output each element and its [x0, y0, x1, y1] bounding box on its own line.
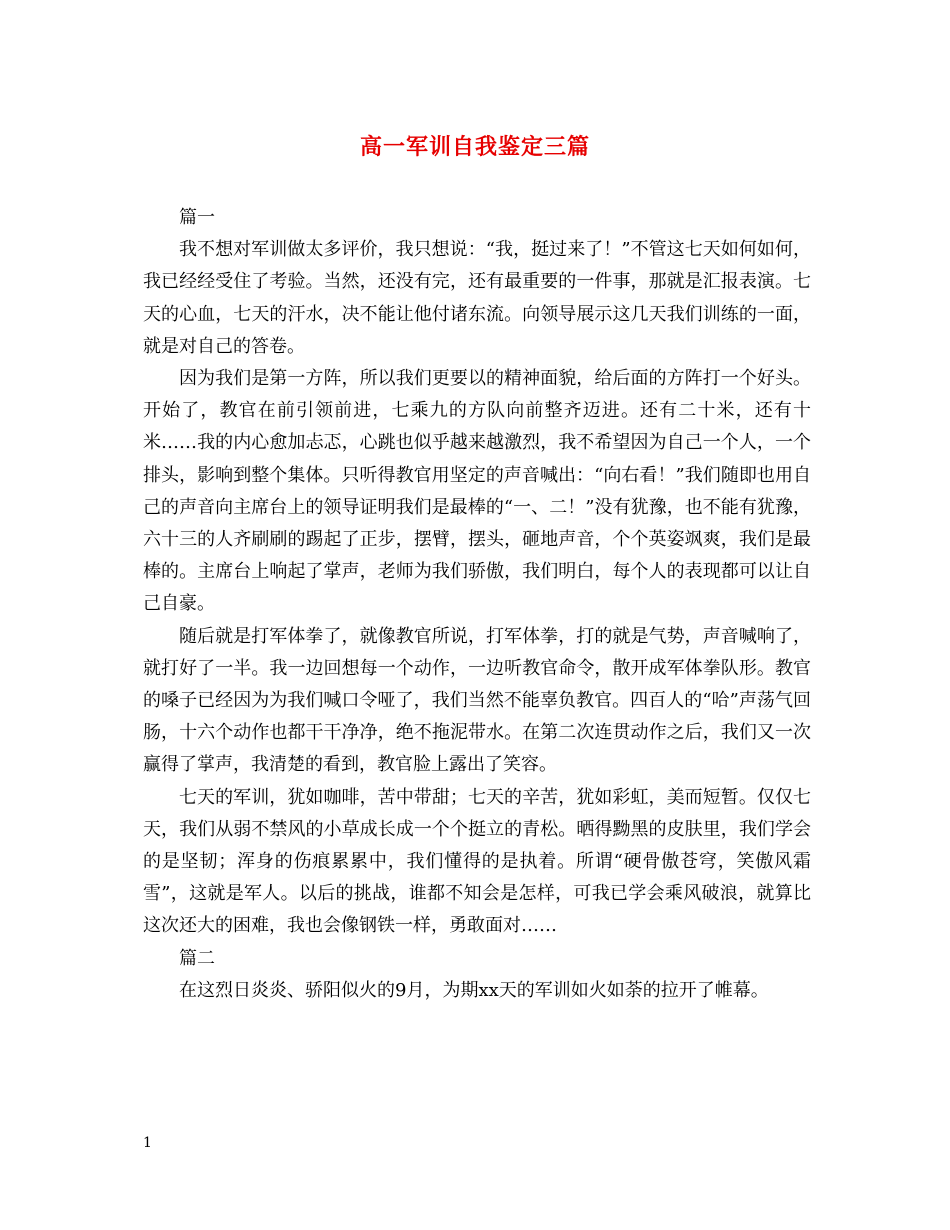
document-body	[143, 202, 811, 1007]
section-heading-1: 篇一	[179, 207, 215, 228]
document-title: 高一军训自我鉴定三篇	[359, 134, 590, 160]
paragraph: 随后就是打军体拳了，就像教官所说，打军体拳，打的就是气势，声音喊响了，就打好了一半。我一边回想每一个动作，一边听教官命令，散开成军体拳队形。教官的嗓子已经因为为我们喊口令哑了，我们当然不能辜负教官。四百人的“哈”声荡气回肠，十六个动作也都干干净净，绝不拖泥带水。在第二次连贯动作之后，我们又一次赢得了掌声，我清楚的看到，教官脸上露出了笑容。	[143, 625, 811, 776]
page-number: 1	[143, 1135, 152, 1151]
paragraph: 因为我们是第一方阵，所以我们更要以的精神面貌，给后面的方阵打一个好头。开始了，教官在前引领前进，七乘九的方队向前整齐迈进。还有二十米，还有十米……我的内心愈加忐忑，心跳也似乎越来越激烈，我不希望因为自己一个人，一个排头，影响到整个集体。只听得教官用坚定的声音喊出：“向右看！”我们随即也用自己的声音向主席台上的领导证明我们是最棒的“一、二！”没有犹豫，也不能有犹豫，六十三的人齐刷刷的踢起了正步，摆臂，摆头，砸地声音，个个英姿飒爽，我们是最棒的。主席台上响起了掌声，老师为我们骄傲，我们明白，每个人的表现都可以让自己自豪。	[143, 368, 811, 615]
paragraph: 在这烈日炎炎、骄阳似火的9月，为期xx天的军训如火如荼的拉开了帷幕。	[179, 979, 769, 1001]
section-heading-2: 篇二	[179, 947, 215, 969]
paragraph: 我不想对军训做太多评价，我只想说：“我，挺过来了！”不管这七天如何如何，我已经经受住了考验。当然，还没有完，还有最重要的一件事，那就是汇报表演。七天的心血，七天的汗水，决不能让他付诸东流。向领导展示这几天我们训练的一面，就是对自己的答卷。	[143, 239, 811, 357]
paragraph: 七天的军训，犹如咖啡，苦中带甜；七天的辛苦，犹如彩虹，美而短暂。仅仅七天，我们从弱不禁风的小草成长成一个个挺立的青松。晒得黝黑的皮肤里，我们学会的是坚韧；浑身的伤痕累累中，我们懂得的是执着。所谓“硬骨傲苍穹，笑傲风霜雪”，这就是军人。以后的挑战，谁都不知会是怎样，可我已学会乘风破浪，就算比这次还大的困难，我也会像钢铁一样，勇敢面对……	[143, 786, 811, 937]
